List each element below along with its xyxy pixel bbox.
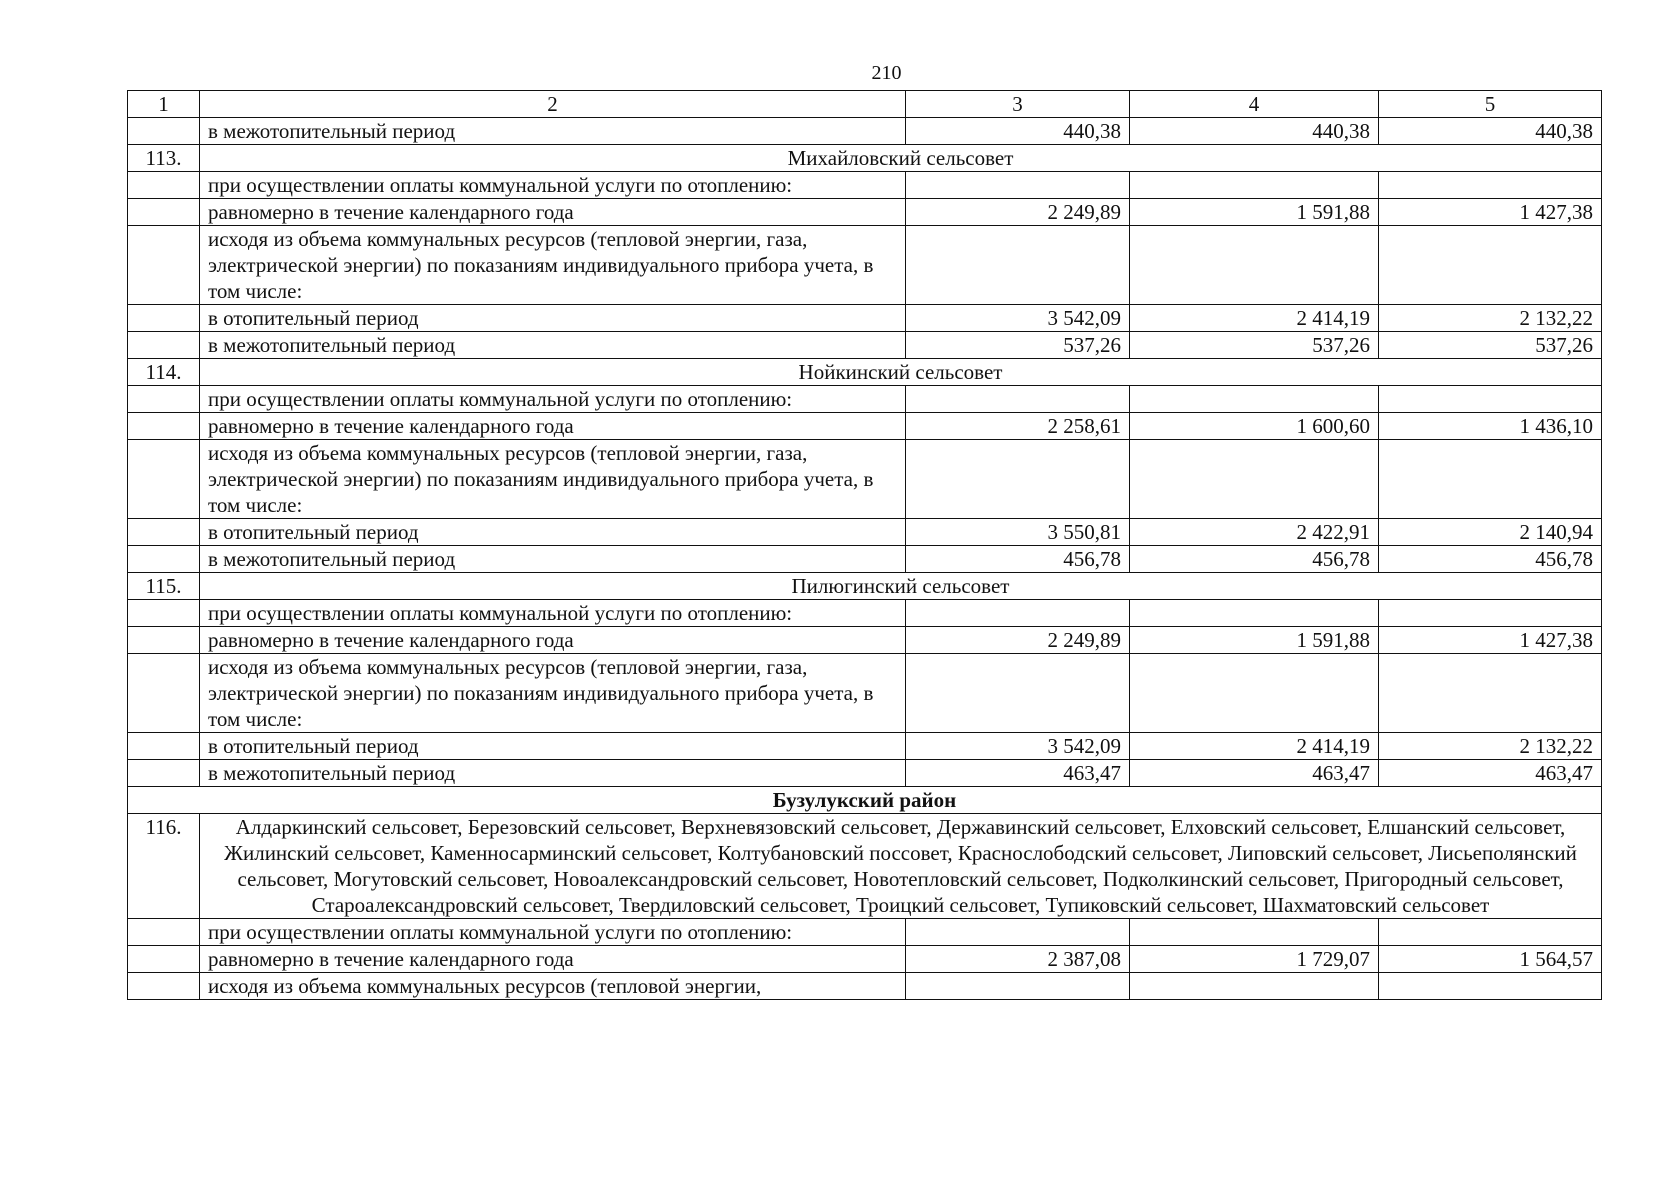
value-col4-cell: 456,78 [1130, 546, 1379, 573]
row-label-cell: равномерно в течение календарного года [200, 627, 906, 654]
section-title-cell: Нойкинский сельсовет [200, 359, 1602, 386]
row-label-cell: в межотопительный период [200, 118, 906, 145]
row-number-cell [128, 760, 200, 787]
header-cell: 5 [1379, 91, 1602, 118]
value-col5-cell: 537,26 [1379, 332, 1602, 359]
value-col4-cell [1130, 919, 1379, 946]
district-title-cell: Бузулукский район [128, 787, 1602, 814]
table-row [128, 332, 1602, 359]
value-col5-cell: 1 564,57 [1379, 946, 1602, 973]
value-col5-cell: 440,38 [1379, 118, 1602, 145]
value-col3-cell: 3 542,09 [906, 733, 1130, 760]
value-col5-cell: 1 427,38 [1379, 627, 1602, 654]
value-col3-cell: 3 550,81 [906, 519, 1130, 546]
row-number-cell [128, 413, 200, 440]
row-label-cell: исходя из объема коммунальных ресурсов (тепловой энергии, газа, электрической энергии) по показаниям индивидуального прибора учета, в том числе: [200, 440, 906, 519]
row-label-cell: в межотопительный период [200, 546, 906, 573]
row-label-cell: в межотопительный период [200, 760, 906, 787]
table-row [128, 440, 1602, 519]
tariff-table [127, 90, 1602, 1000]
row-label-cell: при осуществлении оплаты коммунальной услуги по отоплению: [200, 919, 906, 946]
row-number-cell [128, 199, 200, 226]
district-row [128, 787, 1602, 814]
row-number-cell [128, 118, 200, 145]
value-col3-cell [906, 172, 1130, 199]
value-col3-cell [906, 226, 1130, 305]
row-label-cell: исходя из объема коммунальных ресурсов (тепловой энергии, газа, электрической энергии) по показаниям индивидуального прибора учета, в том числе: [200, 654, 906, 733]
section-title-cell: Пилюгинский сельсовет [200, 573, 1602, 600]
row-number-cell [128, 305, 200, 332]
table-row [128, 519, 1602, 546]
row-label-cell: исходя из объема коммунальных ресурсов (тепловой энергии, газа, электрической энергии) по показаниям индивидуального прибора учета, в том числе: [200, 226, 906, 305]
header-cell: 2 [200, 91, 906, 118]
row-number-cell [128, 654, 200, 733]
value-col5-cell [1379, 973, 1602, 1000]
section-number-cell: 116. [128, 814, 200, 919]
value-col3-cell: 456,78 [906, 546, 1130, 573]
table-row [128, 413, 1602, 440]
section-row [128, 573, 1602, 600]
value-col5-cell [1379, 226, 1602, 305]
value-col5-cell [1379, 600, 1602, 627]
value-col3-cell [906, 440, 1130, 519]
table-row [128, 946, 1602, 973]
table-row [128, 118, 1602, 145]
value-col4-cell: 463,47 [1130, 760, 1379, 787]
row-number-cell [128, 546, 200, 573]
section-row [128, 145, 1602, 172]
value-col4-cell: 1 729,07 [1130, 946, 1379, 973]
value-col3-cell [906, 654, 1130, 733]
row-number-cell [128, 919, 200, 946]
table-row [128, 226, 1602, 305]
row-label-cell: при осуществлении оплаты коммунальной услуги по отоплению: [200, 172, 906, 199]
row-label-cell: при осуществлении оплаты коммунальной услуги по отоплению: [200, 386, 906, 413]
table-row [128, 627, 1602, 654]
value-col3-cell: 2 249,89 [906, 627, 1130, 654]
value-col3-cell [906, 973, 1130, 1000]
row-number-cell [128, 226, 200, 305]
row-number-cell [128, 627, 200, 654]
value-col5-cell: 456,78 [1379, 546, 1602, 573]
value-col4-cell [1130, 654, 1379, 733]
value-col3-cell [906, 919, 1130, 946]
section-number-cell: 113. [128, 145, 200, 172]
row-label-cell: в отопительный период [200, 733, 906, 760]
section-number-cell: 114. [128, 359, 200, 386]
value-col5-cell: 463,47 [1379, 760, 1602, 787]
section-row [128, 359, 1602, 386]
value-col4-cell: 440,38 [1130, 118, 1379, 145]
value-col4-cell: 537,26 [1130, 332, 1379, 359]
header-row [128, 91, 1602, 118]
row-label-cell: исходя из объема коммунальных ресурсов (тепловой энергии, [200, 973, 906, 1000]
table-row [128, 654, 1602, 733]
value-col3-cell: 2 258,61 [906, 413, 1130, 440]
row-number-cell [128, 733, 200, 760]
value-col4-cell [1130, 600, 1379, 627]
table-row [128, 600, 1602, 627]
row-label-cell: в отопительный период [200, 519, 906, 546]
value-col3-cell: 2 387,08 [906, 946, 1130, 973]
row-number-cell [128, 332, 200, 359]
row-label-cell: равномерно в течение календарного года [200, 199, 906, 226]
table-row [128, 760, 1602, 787]
value-col4-cell [1130, 973, 1379, 1000]
value-col5-cell: 2 132,22 [1379, 733, 1602, 760]
table-row [128, 172, 1602, 199]
value-col4-cell: 1 600,60 [1130, 413, 1379, 440]
header-cell: 1 [128, 91, 200, 118]
value-col4-cell: 2 422,91 [1130, 519, 1379, 546]
value-col4-cell [1130, 440, 1379, 519]
row-number-cell [128, 600, 200, 627]
section-number-cell: 115. [128, 573, 200, 600]
value-col4-cell [1130, 386, 1379, 413]
row-label-cell: в межотопительный период [200, 332, 906, 359]
value-col3-cell: 3 542,09 [906, 305, 1130, 332]
row-number-cell [128, 172, 200, 199]
row-label-cell: при осуществлении оплаты коммунальной услуги по отоплению: [200, 600, 906, 627]
value-col3-cell: 537,26 [906, 332, 1130, 359]
value-col4-cell: 2 414,19 [1130, 305, 1379, 332]
value-col5-cell [1379, 172, 1602, 199]
table-row [128, 546, 1602, 573]
value-col3-cell [906, 386, 1130, 413]
row-number-cell [128, 946, 200, 973]
value-col5-cell: 1 427,38 [1379, 199, 1602, 226]
value-col4-cell: 1 591,88 [1130, 199, 1379, 226]
table-row [128, 733, 1602, 760]
row-label-cell: в отопительный период [200, 305, 906, 332]
row-number-cell [128, 519, 200, 546]
value-col5-cell [1379, 654, 1602, 733]
value-col5-cell [1379, 919, 1602, 946]
value-col4-cell: 1 591,88 [1130, 627, 1379, 654]
value-col5-cell [1379, 386, 1602, 413]
page-number: 210 [871, 62, 902, 84]
value-col5-cell: 2 140,94 [1379, 519, 1602, 546]
value-col3-cell: 2 249,89 [906, 199, 1130, 226]
table-row [128, 199, 1602, 226]
table-row [128, 386, 1602, 413]
table-row [128, 305, 1602, 332]
value-col3-cell [906, 600, 1130, 627]
section-row [128, 814, 1602, 919]
value-col3-cell: 440,38 [906, 118, 1130, 145]
value-col4-cell [1130, 226, 1379, 305]
row-number-cell [128, 973, 200, 1000]
header-cell: 4 [1130, 91, 1379, 118]
header-cell: 3 [906, 91, 1130, 118]
row-number-cell [128, 440, 200, 519]
row-number-cell [128, 386, 200, 413]
section-title-cell: Михайловский сельсовет [200, 145, 1602, 172]
row-label-cell: равномерно в течение календарного года [200, 946, 906, 973]
value-col3-cell: 463,47 [906, 760, 1130, 787]
value-col4-cell: 2 414,19 [1130, 733, 1379, 760]
value-col5-cell: 2 132,22 [1379, 305, 1602, 332]
row-label-cell: равномерно в течение календарного года [200, 413, 906, 440]
section-title-cell: Алдаркинский сельсовет, Березовский сельсовет, Верхневязовский сельсовет, Державинский сельсовет, Елховский сельсовет, Елшанский сельсовет, Жилинский сельсовет, Каменносарминский сельсовет, Колтубановский поссовет, Краснослободский сельсовет, Липовский сельсовет, Лисьеполянский сельсовет, Могутовский сельсовет, Новоалександровский сельсовет, Новотепловский сельсовет, Подколкинский сельсовет, Пригородный сельсовет, Староалександровский сельсовет, Твердиловский сельсовет, Троицкий сельсовет, Тупиковский сельсовет, Шахматовский сельсовет [200, 814, 1602, 919]
table-row [128, 973, 1602, 1000]
value-col5-cell [1379, 440, 1602, 519]
value-col4-cell [1130, 172, 1379, 199]
value-col5-cell: 1 436,10 [1379, 413, 1602, 440]
table-row [128, 919, 1602, 946]
